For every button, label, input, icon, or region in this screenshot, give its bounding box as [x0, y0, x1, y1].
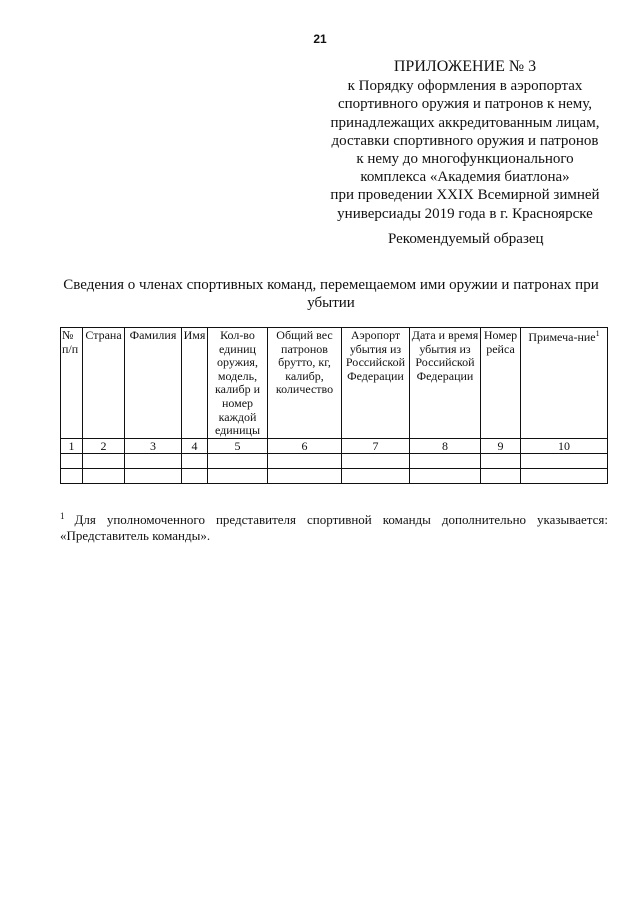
- column-index: 10: [521, 438, 608, 453]
- blank-cell: [268, 453, 342, 468]
- page-number: 21: [313, 32, 327, 46]
- blank-cell: [125, 468, 182, 483]
- blank-cell: [342, 453, 410, 468]
- annex-line: доставки спортивного оружия и патронов: [331, 132, 599, 149]
- blank-cell: [410, 453, 481, 468]
- blank-data-row: [61, 468, 608, 483]
- blank-cell: [521, 453, 608, 468]
- annex-line: комплекса «Академия биатлона»: [360, 169, 570, 186]
- annex-line: к Порядку оформления в аэропортах: [347, 78, 583, 95]
- blank-cell: [83, 468, 125, 483]
- blank-cell: [410, 468, 481, 483]
- column-header-departure-date: Дата и время убытия из Российской Федерации: [410, 328, 481, 439]
- column-header-country: Страна: [83, 328, 125, 439]
- blank-cell: [342, 468, 410, 483]
- column-header-name: Имя: [182, 328, 208, 439]
- column-header-weapons: Кол-во единиц оружия, модель, калибр и номер каждой единицы: [208, 328, 268, 439]
- sample-label: Рекомендуемый образец: [388, 231, 544, 247]
- annex-header: [300, 58, 630, 223]
- column-index-row: [61, 438, 608, 453]
- departure-data-table: [60, 327, 608, 484]
- blank-cell: [481, 453, 521, 468]
- annex-line: спортивного оружия и патронов к нему,: [338, 96, 592, 113]
- footnote-marker: 1: [60, 510, 65, 521]
- column-header-flight-number: Номер рейса: [481, 328, 521, 439]
- footnote-line-1: [60, 512, 608, 528]
- blank-cell: [521, 468, 608, 483]
- blank-cell: [61, 453, 83, 468]
- column-index: 5: [208, 438, 268, 453]
- blank-cell: [481, 468, 521, 483]
- column-header-note: [521, 328, 608, 439]
- column-index: 4: [182, 438, 208, 453]
- document-title: Сведения о членах спортивных команд, перемещаемом ими оружии и патронах при убытии: [63, 277, 599, 311]
- annex-line: к нему до многофункционального: [356, 151, 574, 168]
- blank-cell: [208, 453, 268, 468]
- column-index: 1: [61, 438, 83, 453]
- blank-cell: [125, 453, 182, 468]
- annex-title: ПРИЛОЖЕНИЕ № 3: [393, 58, 537, 75]
- column-index: 9: [481, 438, 521, 453]
- column-index: 2: [83, 438, 125, 453]
- column-header-surname: Фамилия: [125, 328, 182, 439]
- column-index: 6: [268, 438, 342, 453]
- annex-line: универсиады 2019 года в г. Красноярске: [337, 205, 593, 222]
- blank-cell: [208, 468, 268, 483]
- annex-line: принадлежащих аккредитованным лицам,: [330, 114, 600, 131]
- footnote-line-2: «Представитель команды».: [60, 528, 211, 543]
- annex-line: при проведении XXIX Всемирной зимней: [330, 187, 600, 204]
- footnote-text: Для уполномоченного представителя спортивной команды дополнительно указывается:: [74, 512, 608, 527]
- column-index: 3: [125, 438, 182, 453]
- column-header-number: № п/п: [61, 328, 83, 439]
- column-header-airport: Аэропорт убытия из Российской Федерации: [342, 328, 410, 439]
- blank-cell: [61, 468, 83, 483]
- blank-cell: [182, 453, 208, 468]
- note-footnote-marker: 1: [595, 329, 600, 338]
- column-index: 7: [342, 438, 410, 453]
- column-index: 8: [410, 438, 481, 453]
- blank-cell: [83, 453, 125, 468]
- blank-cell: [268, 468, 342, 483]
- column-header-ammo-weight: Общий вес патронов брутто, кг, калибр, количество: [268, 328, 342, 439]
- table-header-row: [61, 328, 608, 439]
- column-header-note-label: Примеча-ние: [528, 330, 596, 344]
- blank-cell: [182, 468, 208, 483]
- footnote: [60, 512, 608, 544]
- blank-data-row: [61, 453, 608, 468]
